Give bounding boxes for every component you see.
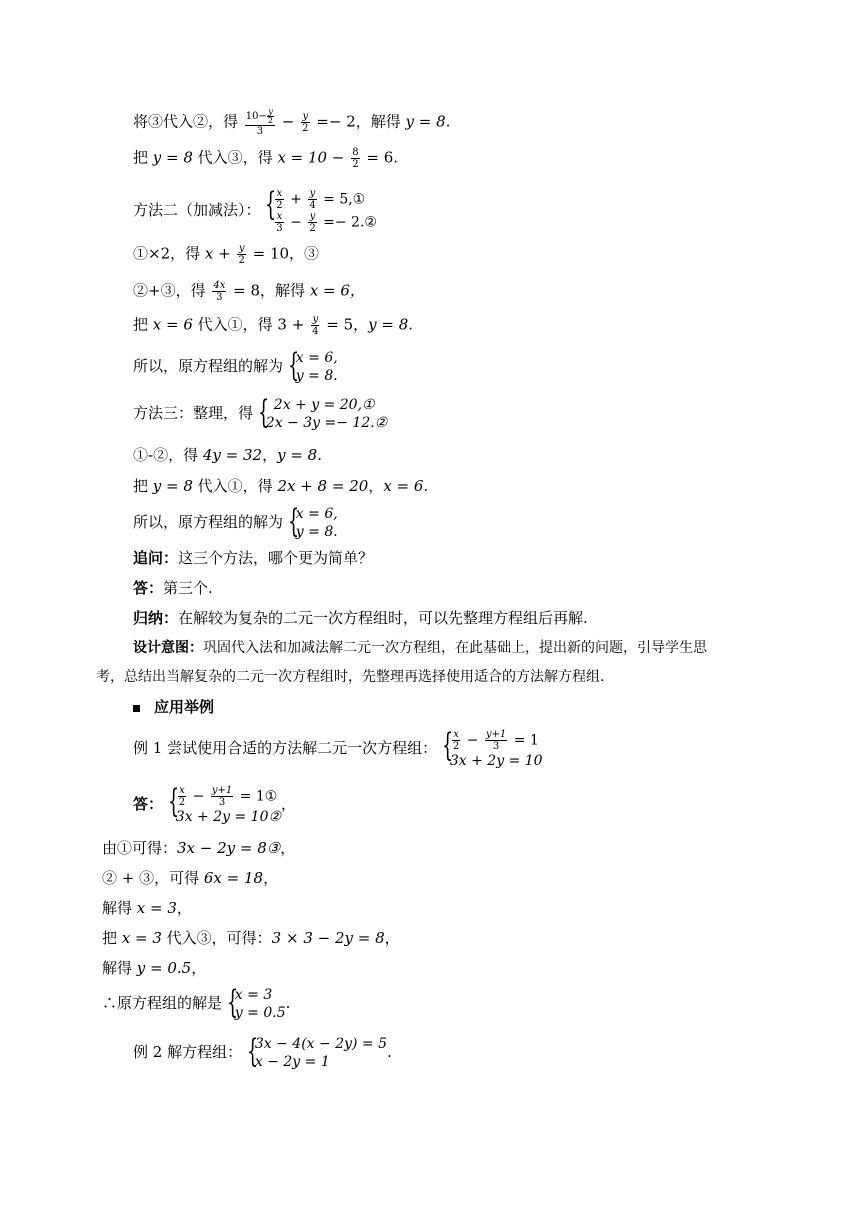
- section-heading: 应用举例: [133, 697, 214, 717]
- example-1-answer: 答： { $\frac{x}{2}$ − $\frac{y+1}{3}$ = 1① 3x + 2y = 10② ，: [133, 781, 297, 825]
- equation-system: { x = 6, y = 8.: [287, 346, 338, 384]
- method-two-line: 方法二（加减法）： { $\frac{x}{2}$ + $\frac{y}{4}$ = 5,① $\frac{x}{3}$ − $\frac{y}{2}$ =− 2.②: [133, 185, 377, 234]
- example-1: 例 1 尝试使用合适的方法解二元一次方程组： { $\frac{x}{2}$ − $\frac{y+1}{3}$ = 1 3x + 2y = 10: [133, 725, 543, 769]
- solution-line-1: 将③代入②，得 10− $\frac{y}{2}$ 3 − $\frac{y}{2}$ =− 2，解得 y = 8.: [133, 107, 451, 137]
- step-4: 把 x = 3 代入③，可得：3 × 3 − 2y = 8，: [102, 929, 400, 947]
- fraction: $\frac{y}{2}$: [302, 111, 309, 134]
- step-1: 由①可得：3x − 2y = 8③，: [102, 839, 296, 857]
- method-three-line: 方法三：整理，得 { 2x + y = 20,① 2x − 3y =− 12.②: [133, 393, 388, 431]
- answer-line: 答：第三个.: [133, 579, 213, 597]
- equation-system: { $\frac{x}{2}$ − $\frac{y+1}{3}$ = 1 3x + 2y = 10: [441, 725, 543, 769]
- equation-system: { $\frac{x}{2}$ + $\frac{y}{4}$ = 5,① $\frac{x}{3}$ − $\frac{y}{2}$ =− 2.②: [265, 185, 377, 234]
- square-bullet-icon: [133, 705, 140, 712]
- step-5: 解得 y = 0.5，: [102, 959, 207, 977]
- equation-system: { x = 6, y = 8.: [287, 502, 338, 540]
- step-2: ② + ③，可得 6x = 18，: [102, 869, 279, 887]
- solution-line-6: 把 x = 6 代入①，得 3 + $\frac{y}{4}$ = 5，y = 8.: [133, 314, 414, 337]
- summary-line: 归纳：在解较为复杂的二元一次方程组时，可以先整理方程组后再解.: [133, 609, 588, 627]
- follow-up-question: 追问：这三个方法，哪个更为简单？: [133, 549, 374, 567]
- solution-line-11: 所以，原方程组的解为 { x = 6, y = 8.: [133, 502, 338, 540]
- solution-line-5: ②+③，得 $\frac{4x}{3}$ = 8，解得 x = 6，: [133, 280, 365, 303]
- equation-system: { $\frac{x}{2}$ − $\frac{y+1}{3}$ = 1① 3x + 2y = 10②: [167, 781, 282, 825]
- example-2: 例 2 解方程组： { 3x − 4(x − 2y) = 5 x − 2y = 1 .: [133, 1032, 392, 1070]
- equation-system: { x = 3 y = 0.5: [226, 983, 286, 1021]
- solution-line-2: 把 y = 8 代入③，得 x = 10 − $\frac{8}{2}$ = 6.: [133, 147, 399, 170]
- step-3: 解得 x = 3，: [102, 899, 192, 917]
- equation-system: { 3x − 4(x − 2y) = 5 x − 2y = 1: [246, 1032, 388, 1070]
- fraction: 10− $\frac{y}{2}$ 3: [245, 107, 273, 137]
- solution-line-4: ①×2，得 x + $\frac{y}{2}$ = 10，③: [133, 243, 320, 266]
- fraction: $\frac{8}{2}$: [352, 147, 359, 170]
- equation-system: { 2x + y = 20,① 2x − 3y =− 12.②: [257, 393, 388, 431]
- solution-line-7: 所以，原方程组的解为 { x = 6, y = 8.: [133, 346, 338, 384]
- solution-line-10: 把 y = 8 代入①，得 2x + 8 = 20，x = 6.: [133, 477, 429, 495]
- design-intent-line-1: 设计意图：巩固代入法和加减法解二元一次方程组，在此基础上，提出新的问题，引导学生思: [133, 640, 707, 656]
- design-intent-line-2: 考，总结出当解复杂的二元一次方程组时，先整理再选择使用适合的方法解方程组.: [96, 669, 605, 685]
- step-6: ∴原方程组的解是 { x = 3 y = 0.5 .: [102, 983, 291, 1021]
- solution-line-9: ①-②，得 4y = 32，y = 8.: [133, 446, 322, 464]
